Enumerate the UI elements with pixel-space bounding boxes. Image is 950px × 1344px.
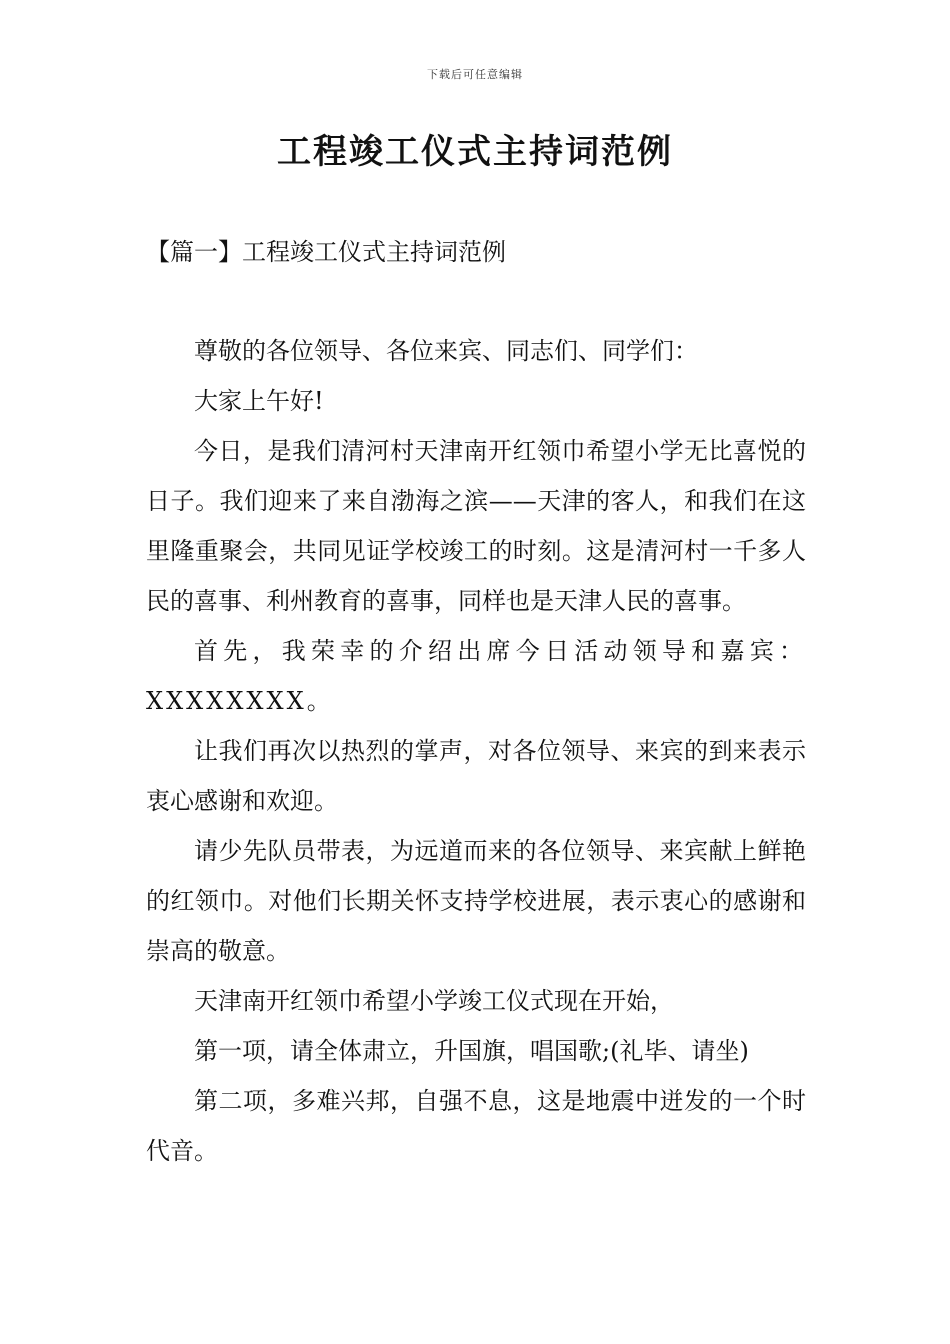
paragraph-ceremony-start: 天津南开红领巾希望小学竣工仪式现在开始，	[194, 987, 674, 1015]
section-heading: 【篇一】工程竣工仪式主持词范例	[146, 238, 506, 266]
document-body	[146, 326, 806, 1176]
paragraph-opening: 今日，是我们清河村天津南开红领巾希望小学无比喜悦的日子。我们迎来了来自渤海之滨——天津的客人，和我们在这里隆重聚会，共同见证学校竣工的时刻。这是清河村一千多人民的喜事、利州教育的喜事，同样也是天津人民的喜事。	[146, 437, 806, 615]
paragraph-item-one: 第一项，请全体肃立，升国旗，唱国歌;(礼毕、请坐)	[194, 1037, 749, 1065]
paragraph-greeting: 大家上午好!	[194, 387, 324, 415]
paragraph-introduction: 首先，我荣幸的介绍出席今日活动领导和嘉宾：XXXXXXXX。	[146, 637, 806, 715]
paragraph-red-scarves: 请少先队员带表，为远道而来的各位领导、来宾献上鲜艳的红领巾。对他们长期关怀支持学校进展，表示衷心的感谢和崇高的敬意。	[146, 837, 806, 965]
paragraph-applause: 让我们再次以热烈的掌声，对各位领导、来宾的到来表示衷心感谢和欢迎。	[146, 737, 806, 815]
paragraph-item-two: 第二项，多难兴邦，自强不息，这是地震中迸发的一个时代音。	[146, 1087, 806, 1165]
paragraph-salutation: 尊敬的各位领导、各位来宾、同志们、同学们：	[194, 337, 698, 365]
document-title: 工程竣工仪式主持词范例	[277, 132, 673, 172]
header-note: 下载后可任意编辑	[427, 68, 523, 81]
